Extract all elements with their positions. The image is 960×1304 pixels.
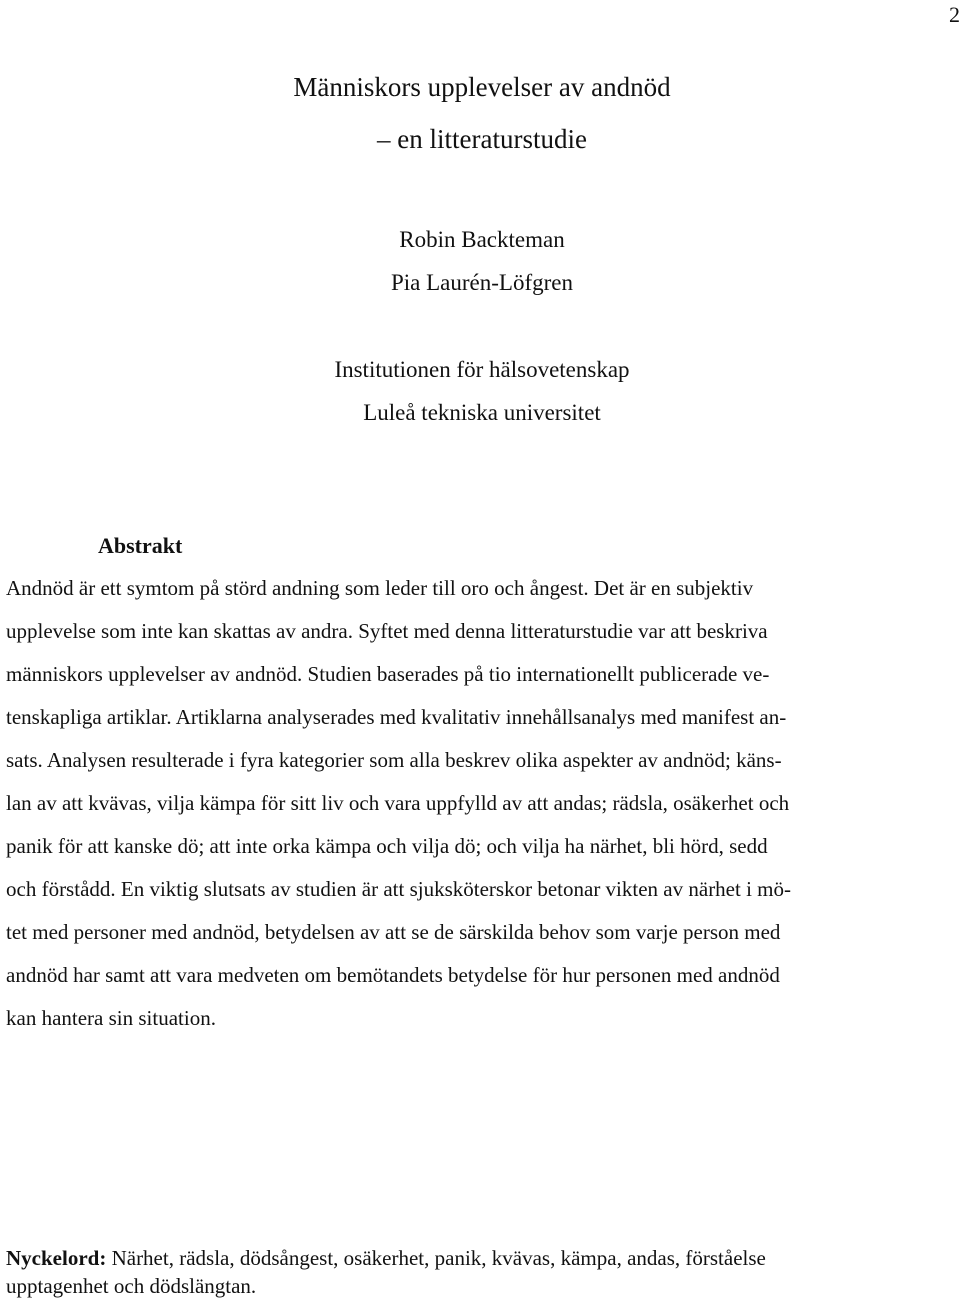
- page-number: 2: [949, 2, 960, 27]
- title-line-2: – en litteraturstudie: [377, 124, 587, 154]
- keywords-label: Nyckelord:: [6, 1246, 107, 1270]
- abstract-line: panik för att kanske dö; att inte orka kämpa och vilja dö; och vilja ha närhet, bli hörd, sedd: [6, 834, 768, 858]
- abstract-line: sats. Analysen resulterade i fyra kategorier som alla beskrev olika aspekter av andnöd; käns-: [6, 748, 782, 772]
- abstract-line: upplevelse som inte kan skattas av andra. Syftet med denna litteraturstudie var att beskriva: [6, 619, 768, 643]
- abstract-line: andnöd har samt att vara medveten om bemötandets betydelse för hur personen med andnöd: [6, 963, 780, 987]
- keywords-text: Närhet, rädsla, dödsångest, osäkerhet, panik, kvävas, kämpa, andas, förståelse: [106, 1246, 766, 1270]
- keywords-line-1: [6, 1246, 766, 1271]
- affiliation-department: Institutionen för hälsovetenskap: [334, 357, 630, 382]
- abstract-line: Andnöd är ett symtom på störd andning som leder till oro och ångest. Det är en subjektiv: [6, 576, 754, 600]
- abstract-line: människors upplevelser av andnöd. Studien baserades på tio internationellt publicerade ve-: [6, 662, 770, 686]
- author-1: Robin Backteman: [399, 227, 565, 252]
- author-2: Pia Laurén-Löfgren: [390, 270, 573, 295]
- affiliation-university: Luleå tekniska universitet: [363, 400, 601, 425]
- abstract-line: tet med personer med andnöd, betydelsen av att se de särskilda behov som varje person med: [6, 920, 781, 944]
- title-line-1: Människors upplevelser av andnöd: [293, 72, 671, 102]
- abstract-line: tenskapliga artiklar. Artiklarna analyserades med kvalitativ innehållsanalys med manifest an-: [6, 705, 787, 729]
- abstract-heading: Abstrakt: [98, 533, 183, 558]
- keywords-line-2: upptagenhet och dödslängtan.: [6, 1274, 257, 1298]
- abstract-line: lan av att kvävas, vilja kämpa för sitt liv och vara uppfylld av att andas; rädsla, osäkerhet och: [6, 791, 790, 815]
- abstract-line: och förstådd. En viktig slutsats av studien är att sjuksköterskor betonar vikten av närhet i mö-: [6, 877, 791, 901]
- abstract-line: kan hantera sin situation.: [6, 1006, 216, 1030]
